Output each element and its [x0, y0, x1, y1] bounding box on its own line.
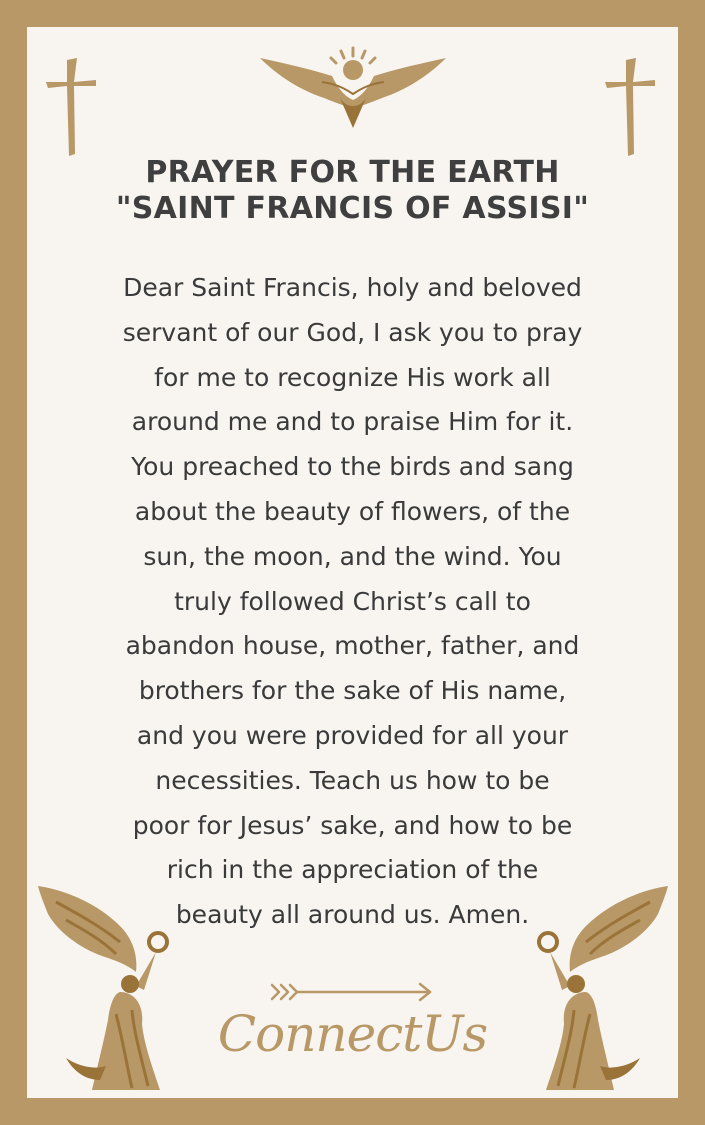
- body-line: and you were provided for all your: [136, 720, 569, 750]
- winged-sun-emblem-icon: [258, 44, 448, 130]
- body-line: for me to recognize His work all: [154, 362, 551, 392]
- cross-icon: [605, 58, 657, 156]
- body-line: necessities. Teach us how to be: [155, 765, 550, 795]
- prayer-body: [52, 266, 653, 938]
- title-line: "SAINT FRANCIS OF ASSISI": [115, 191, 590, 226]
- body-line: You preached to the birds and sang: [131, 452, 574, 482]
- prayer-title: [0, 155, 705, 227]
- body-line: beauty all around us. Amen.: [175, 900, 530, 930]
- body-line: servant of our God, I ask you to pray: [122, 317, 583, 347]
- body-line: brothers for the sake of His name,: [138, 676, 567, 706]
- brand-logo: ConnectUs: [217, 1005, 488, 1063]
- title-line: PRAYER FOR THE EARTH: [145, 155, 560, 190]
- body-line: poor for Jesus’ sake, and how to be: [132, 810, 573, 840]
- body-line: around me and to praise Him for it.: [131, 407, 574, 437]
- body-line: abandon house, mother, father, and: [125, 631, 580, 661]
- arrow-icon: [268, 980, 436, 1004]
- body-line: rich in the appreciation of the: [166, 855, 539, 885]
- body-line: truly followed Christ’s call to: [174, 586, 531, 616]
- body-line: about the beauty of flowers, of the: [134, 496, 571, 526]
- body-line: Dear Saint Francis, holy and beloved: [123, 273, 582, 302]
- body-line: sun, the moon, and the wind. You: [143, 541, 562, 571]
- cross-icon: [46, 58, 98, 156]
